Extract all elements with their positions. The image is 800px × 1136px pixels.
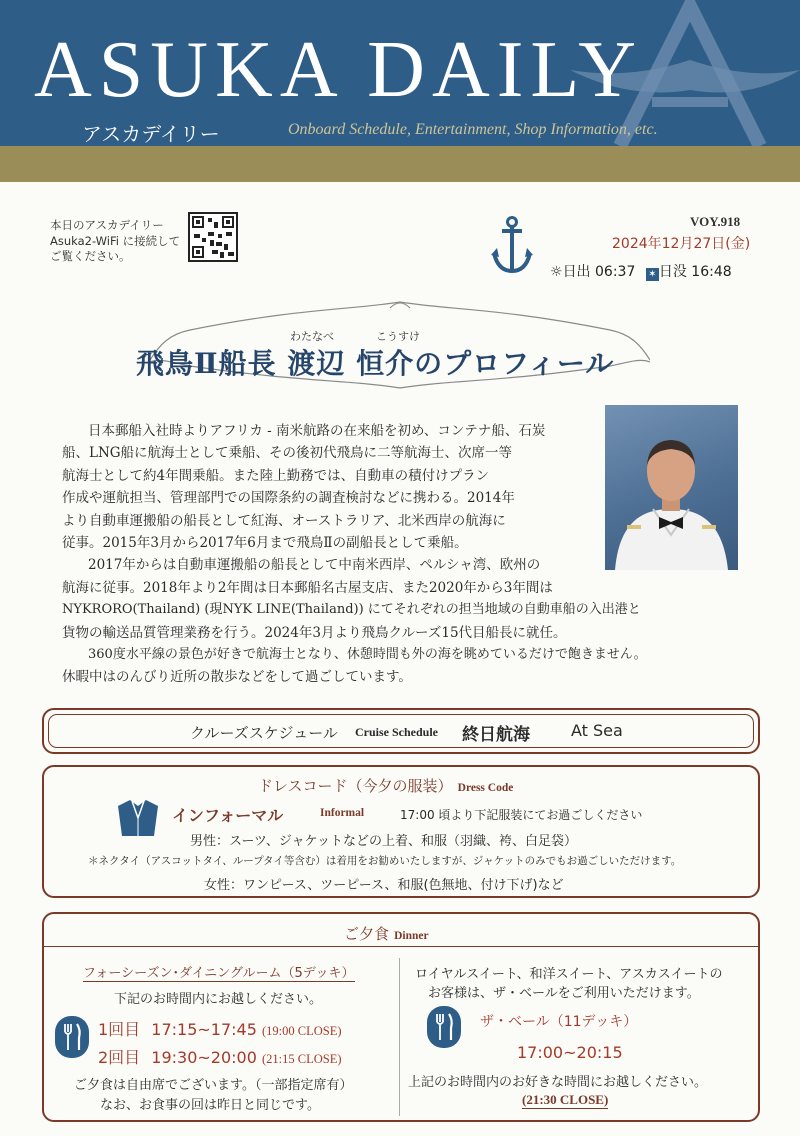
ruby-surname: わたなべ bbox=[290, 330, 334, 343]
schedule-label-jp: クルーズスケジュール bbox=[190, 724, 338, 742]
article-line: 休暇中はのんびり近所の散歩などをして過ごしています。 bbox=[62, 669, 412, 686]
dinner-heading: ご夕食 Dinner bbox=[336, 923, 437, 944]
article-line: 2017年からは自動車運搬船の船長として中南米西岸、ペルシャ湾、欧州の bbox=[88, 557, 541, 574]
seating-1: 1回目 17:15~17:45 (19:00 CLOSE) bbox=[98, 1020, 342, 1039]
article-line: 貨物の輸送品質管理業務を行う。2024年3月より飛鳥クルーズ15代目船長に就任。 bbox=[62, 624, 567, 641]
issue-date: 2024年12月27日(金) bbox=[612, 236, 751, 252]
schedule-value-en: At Sea bbox=[571, 721, 623, 740]
article-line: 360度水平線の景色が好きで航海士となり、休憩時間も外の海を眺めているだけで飽きません。 bbox=[88, 647, 647, 663]
schedule-value-jp: 終日航海 bbox=[462, 725, 530, 745]
veil-intro-1: ロイヤルスイート、和洋スイート、アスカスイートの bbox=[415, 967, 723, 982]
headline: 飛鳥Ⅱ船長 渡辺 恒介のプロフィール bbox=[136, 347, 615, 380]
dress-tie-note: ＊ネクタイ（アスコットタイ、ループタイ等含む）は着用をお勧めいたしますが、ジャケットのみでもお過ごしいただけます。 bbox=[88, 855, 682, 867]
gold-band bbox=[0, 146, 800, 182]
dining-note-1: ご夕食は自由席でございます。（一部指定席有） bbox=[74, 1078, 353, 1093]
article-line: 航海士として約4年間乗船。また陸上勤務では、自動車の積付けプラン bbox=[62, 467, 490, 484]
article-line: 作成や運航担当、管理部門での国際条約の調査検討などに携わる。2014年 bbox=[62, 490, 515, 507]
dinner-rule bbox=[44, 946, 758, 947]
sun-times bbox=[550, 261, 732, 281]
sunrise-icon: ☼ bbox=[550, 264, 563, 280]
seating-2: 2回目 19:30~20:00 (21:15 CLOSE) bbox=[98, 1048, 342, 1067]
profile-article bbox=[62, 420, 742, 689]
dinner-divider bbox=[399, 958, 400, 1116]
veil-close: (21:30 CLOSE) bbox=[522, 1092, 609, 1107]
article-line: 船、LNG船に航海士として乗船、その後初代飛鳥に二等航海士、次席一等 bbox=[62, 445, 513, 462]
ruby-given: こうすけ bbox=[376, 330, 420, 343]
sunrise-label: 日出 bbox=[562, 264, 591, 280]
dining-room-intro: 下記のお時間内にお越しください。 bbox=[114, 992, 323, 1007]
qr-code[interactable] bbox=[188, 212, 238, 262]
article-line: より自動車運搬船の船長として紅海、オーストラリア、北米西岸の航海に bbox=[62, 512, 506, 529]
dress-note: 17:00 頃より下記服装にてお過ごしください bbox=[400, 808, 643, 822]
dining-note-2: なお、お食事の回は昨日と同じです。 bbox=[100, 1098, 320, 1113]
sunset-label: 日没 bbox=[658, 264, 687, 280]
dress-code-heading: ドレスコード（今夕の服装） Dress Code bbox=[250, 775, 521, 796]
veil-venue: ザ・ベール（11デッキ） bbox=[480, 1014, 638, 1030]
schedule-label-en: Cruise Schedule bbox=[355, 725, 439, 739]
cutlery-icon bbox=[55, 1016, 89, 1058]
qr-instructions: 本日のアスカデイリー Asuka2-WiFi に接続して ご覧ください。 bbox=[50, 218, 181, 263]
masthead-kana: アスカデイリー bbox=[82, 122, 220, 146]
article-line: 日本郵船入社時よりアフリカ - 南米航路の在来船を初め、コンテナ船、石炭 bbox=[88, 423, 546, 439]
sunset-icon: ✶ bbox=[646, 268, 659, 281]
voyage-number: VOY.918 bbox=[690, 214, 741, 229]
dress-men: 男性：スーツ、ジャケットなどの上着、和服（羽織、袴、白足袋） bbox=[190, 834, 578, 849]
cutlery-icon bbox=[427, 1006, 461, 1048]
dress-type-en: Informal bbox=[320, 807, 365, 819]
article-line: 従事。2015年3月から2017年6月まで飛鳥Ⅱの副船長として乗船。 bbox=[62, 535, 468, 552]
article-line: 航海に従事。2018年より2年間は日本郵船名古屋支店、また2020年から3年間は bbox=[62, 579, 553, 596]
dress-women: 女性：ワンピース、ツーピース、和服(色無地、付け下げ)など bbox=[204, 878, 564, 893]
dress-type-jp: インフォーマル bbox=[172, 806, 284, 825]
sunrise-time: 06:37 bbox=[595, 264, 636, 280]
veil-time: 17:00~20:15 bbox=[517, 1043, 623, 1062]
sunset-time: 16:48 bbox=[691, 264, 732, 280]
anchor-icon bbox=[490, 215, 534, 277]
veil-note: 上記のお時間内のお好きな時間にお越しください。 bbox=[408, 1075, 708, 1090]
veil-intro-2: お客様は、ザ・ベールをご利用いただけます。 bbox=[428, 986, 700, 1001]
masthead-title: ASUKA DAILY bbox=[34, 26, 643, 114]
qr-code-icon bbox=[190, 214, 236, 260]
article-line: NYKRORO(Thailand) (現NYK LINE(Thailand)) にてそれぞれの担当地域の自動車船の入出港と bbox=[62, 602, 641, 618]
dining-room-venue: フォーシーズン･ダイニングルーム（5デッキ） bbox=[83, 962, 355, 982]
masthead-subtitle: Onboard Schedule, Entertainment, Shop Information, etc. bbox=[288, 121, 658, 138]
jacket-icon bbox=[116, 798, 160, 838]
